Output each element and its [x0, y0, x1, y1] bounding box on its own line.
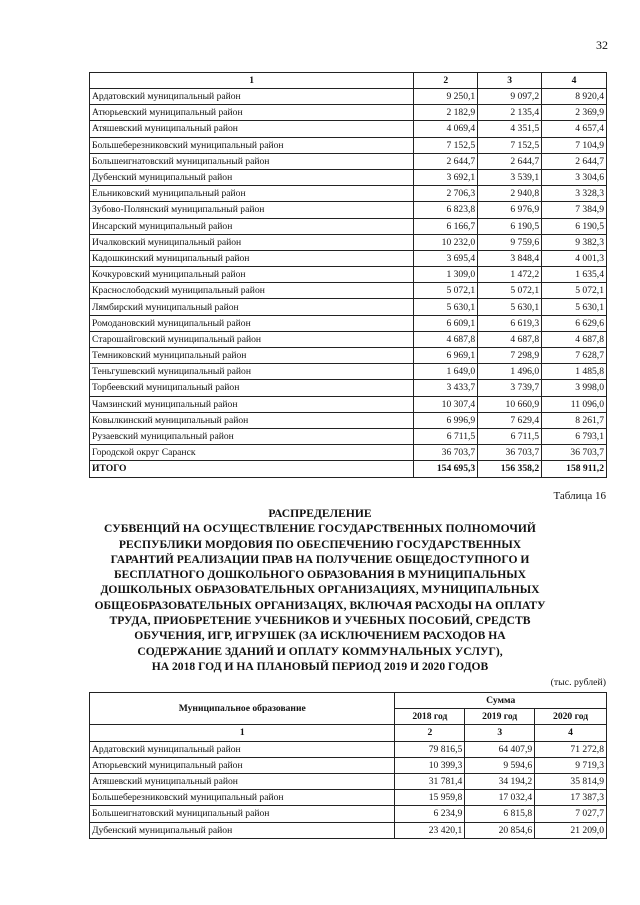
amount-cell: 8 261,7: [542, 412, 607, 428]
amount-cell: 2 644,7: [478, 153, 542, 169]
amount-cell: 17 387,3: [535, 790, 607, 806]
amount-cell: 4 687,8: [414, 331, 478, 347]
amount-cell: 9 759,6: [478, 234, 542, 250]
units-note: (тыс. рублей): [550, 677, 606, 688]
column-header-year: 2019 год: [465, 709, 535, 725]
table-row: [90, 137, 607, 153]
municipality-name: Большеберезниковский муниципальный район: [90, 137, 414, 153]
amount-cell: 23 420,1: [395, 822, 465, 838]
amount-cell: 10 232,0: [414, 234, 478, 250]
table-row: [90, 445, 607, 461]
amount-cell: 2 940,8: [478, 186, 542, 202]
municipality-name: Рузаевский муниципальный район: [90, 428, 414, 444]
amount-cell: 36 703,7: [478, 445, 542, 461]
amount-cell: 1 485,8: [542, 364, 607, 380]
table-header-row: [90, 693, 607, 709]
amount-cell: 5 630,1: [478, 299, 542, 315]
amount-cell: 2 706,3: [414, 186, 478, 202]
table-row: [90, 267, 607, 283]
amount-cell: 9 719,3: [535, 757, 607, 773]
amount-cell: 6 190,5: [478, 218, 542, 234]
table-row: [90, 396, 607, 412]
heading-line: РЕСПУБЛИКИ МОРДОВИЯ ПО ОБЕСПЕЧЕНИЮ ГОСУДАРСТВЕННЫХ: [118, 537, 522, 551]
amount-cell: 7 298,9: [478, 348, 542, 364]
amount-cell: 4 069,4: [414, 121, 478, 137]
municipality-name: ИТОГО: [90, 461, 414, 477]
amount-cell: 9 250,1: [414, 89, 478, 105]
amount-cell: 1 309,0: [414, 267, 478, 283]
amount-cell: 6 793,1: [542, 428, 607, 444]
table-row: [90, 250, 607, 266]
municipality-name: Дубенский муниципальный район: [90, 169, 414, 185]
amount-cell: 2 135,4: [478, 105, 542, 121]
amount-cell: 154 695,3: [414, 461, 478, 477]
municipality-name: Большеберезниковский муниципальный район: [90, 790, 395, 806]
municipality-name: Ельниковский муниципальный район: [90, 186, 414, 202]
table-row: [90, 364, 607, 380]
municipality-name: Кадошкинский муниципальный район: [90, 250, 414, 266]
amount-cell: 34 194,2: [465, 773, 535, 789]
amount-cell: 3 695,4: [414, 250, 478, 266]
table-row: [90, 153, 607, 169]
column-header-year: 2020 год: [535, 709, 607, 725]
amount-cell: 4 351,5: [478, 121, 542, 137]
amount-cell: 7 628,7: [542, 348, 607, 364]
amount-cell: 7 152,5: [414, 137, 478, 153]
amount-cell: 10 660,9: [478, 396, 542, 412]
table-row: [90, 757, 607, 773]
amount-cell: 10 399,3: [395, 757, 465, 773]
municipality-name: Ардатовский муниципальный район: [90, 741, 395, 757]
table-row: [90, 806, 607, 822]
table-row: [90, 89, 607, 105]
amount-cell: 2 369,9: [542, 105, 607, 121]
amount-cell: 6 609,1: [414, 315, 478, 331]
table-row: [90, 121, 607, 137]
amount-cell: 17 032,4: [465, 790, 535, 806]
amount-cell: 15 959,8: [395, 790, 465, 806]
amount-cell: 36 703,7: [414, 445, 478, 461]
amount-cell: 3 692,1: [414, 169, 478, 185]
page-number: 32: [596, 38, 608, 52]
municipality-name: Торбеевский муниципальный район: [90, 380, 414, 396]
municipality-name: Атюрьевский муниципальный район: [90, 757, 395, 773]
column-number: 1: [90, 73, 414, 89]
amount-cell: 3 433,7: [414, 380, 478, 396]
column-number: 1: [90, 725, 395, 741]
municipality-name: Теньгушевский муниципальный район: [90, 364, 414, 380]
municipality-name: Атяшевский муниципальный район: [90, 773, 395, 789]
amount-cell: 64 407,9: [465, 741, 535, 757]
amount-cell: 3 539,1: [478, 169, 542, 185]
amount-cell: 31 781,4: [395, 773, 465, 789]
municipality-name: Атюрьевский муниципальный район: [90, 105, 414, 121]
amount-cell: 1 496,0: [478, 364, 542, 380]
amount-cell: 2 644,7: [542, 153, 607, 169]
table-row: [90, 105, 607, 121]
heading-line: НА 2018 ГОД И НА ПЛАНОВЫЙ ПЕРИОД 2019 И 2020 ГОДОВ: [151, 659, 489, 673]
amount-cell: 4 687,8: [478, 331, 542, 347]
amount-cell: 9 594,6: [465, 757, 535, 773]
amount-cell: 9 382,3: [542, 234, 607, 250]
amount-cell: 6 969,1: [414, 348, 478, 364]
amount-cell: 3 739,7: [478, 380, 542, 396]
column-number: 3: [478, 73, 542, 89]
amount-cell: 158 911,2: [542, 461, 607, 477]
municipality-name: Большеигнатовский муниципальный район: [90, 806, 395, 822]
amount-cell: 79 816,5: [395, 741, 465, 757]
heading-line: СУБВЕНЦИЙ НА ОСУЩЕСТВЛЕНИЕ ГОСУДАРСТВЕННЫХ ПОЛНОМОЧИЙ: [104, 522, 536, 536]
column-header-sum: Сумма: [395, 693, 607, 709]
amount-cell: 10 307,4: [414, 396, 478, 412]
amount-cell: 35 814,9: [535, 773, 607, 789]
table-row: [90, 741, 607, 757]
amount-cell: 5 072,1: [542, 283, 607, 299]
table-row: [90, 822, 607, 838]
table-row: [90, 790, 607, 806]
amount-cell: 156 358,2: [478, 461, 542, 477]
amount-cell: 6 234,9: [395, 806, 465, 822]
column-header-municipality: Муниципальное образование: [90, 693, 395, 725]
municipality-name: Старошайговский муниципальный район: [90, 331, 414, 347]
amount-cell: 8 920,4: [542, 89, 607, 105]
table-preschool-subsidies: [89, 692, 607, 839]
column-header-year: 2018 год: [395, 709, 465, 725]
table-column-numbers: [90, 73, 607, 89]
table-label: Таблица 16: [553, 490, 606, 502]
heading-line: ГАРАНТИЙ РЕАЛИЗАЦИИ ПРАВ НА ПОЛУЧЕНИЕ ОБЩЕДОСТУПНОГО И: [110, 552, 530, 566]
table-row: [90, 169, 607, 185]
amount-cell: 7 027,7: [535, 806, 607, 822]
table-row: [90, 773, 607, 789]
amount-cell: 9 097,2: [478, 89, 542, 105]
table-row: [90, 299, 607, 315]
amount-cell: 4 687,8: [542, 331, 607, 347]
amount-cell: 6 166,7: [414, 218, 478, 234]
municipality-name: Кочкуровский муниципальный район: [90, 267, 414, 283]
table-row: [90, 428, 607, 444]
table-row: [90, 412, 607, 428]
amount-cell: 21 209,0: [535, 822, 607, 838]
amount-cell: 3 998,0: [542, 380, 607, 396]
municipality-name: Городской округ Саранск: [90, 445, 414, 461]
municipality-name: Чамзинский муниципальный район: [90, 396, 414, 412]
table-row: [90, 234, 607, 250]
table-row: [90, 348, 607, 364]
amount-cell: 4 657,4: [542, 121, 607, 137]
amount-cell: 2 182,9: [414, 105, 478, 121]
amount-cell: 6 190,5: [542, 218, 607, 234]
municipality-name: Ромодановский муниципальный район: [90, 315, 414, 331]
column-number: 2: [395, 725, 465, 741]
table-column-numbers: [90, 725, 607, 741]
column-number: 4: [535, 725, 607, 741]
municipality-name: Ичалковский муниципальный район: [90, 234, 414, 250]
heading-line: ОБЩЕОБРАЗОВАТЕЛЬНЫХ ОРГАНИЗАЦЯХ, ВКЛЮЧАЯ РАСХОДЫ НА ОПЛАТУ: [94, 598, 546, 612]
column-number: 2: [414, 73, 478, 89]
amount-cell: 36 703,7: [542, 445, 607, 461]
amount-cell: 20 854,6: [465, 822, 535, 838]
table-row: [90, 202, 607, 218]
amount-cell: 7 629,4: [478, 412, 542, 428]
amount-cell: 6 711,5: [478, 428, 542, 444]
municipality-name: Атяшевский муниципальный район: [90, 121, 414, 137]
municipality-name: Большеигнатовский муниципальный район: [90, 153, 414, 169]
table-row: [90, 283, 607, 299]
amount-cell: 5 072,1: [414, 283, 478, 299]
amount-cell: 5 072,1: [478, 283, 542, 299]
amount-cell: 3 848,4: [478, 250, 542, 266]
amount-cell: 6 823,8: [414, 202, 478, 218]
amount-cell: 6 711,5: [414, 428, 478, 444]
municipality-name: Ардатовский муниципальный район: [90, 89, 414, 105]
heading-line: ДОШКОЛЬНЫХ ОБРАЗОВАТЕЛЬНЫХ ОРГАНИЗАЦИЯХ, МУНИЦИПАЛЬНЫХ: [100, 583, 540, 597]
amount-cell: 71 272,8: [535, 741, 607, 757]
amount-cell: 1 649,0: [414, 364, 478, 380]
heading-line: СОДЕРЖАНИЕ ЗДАНИЙ И ОПЛАТУ КОММУНАЛЬНЫХ УСЛУГ),: [137, 644, 503, 658]
amount-cell: 7 384,9: [542, 202, 607, 218]
amount-cell: 11 096,0: [542, 396, 607, 412]
table-row: [90, 186, 607, 202]
amount-cell: 3 328,3: [542, 186, 607, 202]
amount-cell: 6 629,6: [542, 315, 607, 331]
amount-cell: 6 976,9: [478, 202, 542, 218]
amount-cell: 4 001,3: [542, 250, 607, 266]
heading-line: ТРУДА, ПРИОБРЕТЕНИЕ УЧЕБНИКОВ И УЧЕБНЫХ ПОСОБИЙ, СРЕДСТВ: [109, 614, 531, 628]
amount-cell: 3 304,6: [542, 169, 607, 185]
column-number: 4: [542, 73, 607, 89]
amount-cell: 6 619,3: [478, 315, 542, 331]
amount-cell: 6 815,8: [465, 806, 535, 822]
amount-cell: 5 630,1: [414, 299, 478, 315]
amount-cell: 1 472,2: [478, 267, 542, 283]
municipality-name: Лямбирский муниципальный район: [90, 299, 414, 315]
table-subsidies-continued: [89, 72, 607, 478]
amount-cell: 5 630,1: [542, 299, 607, 315]
table-row: [90, 380, 607, 396]
amount-cell: 7 152,5: [478, 137, 542, 153]
table-total-row: [90, 461, 607, 477]
amount-cell: 2 644,7: [414, 153, 478, 169]
heading-line: ОБУЧЕНИЯ, ИГР, ИГРУШЕК (ЗА ИСКЛЮЧЕНИЕМ РАСХОДОВ НА: [134, 629, 506, 643]
amount-cell: 1 635,4: [542, 267, 607, 283]
heading-title: РАСПРЕДЕЛЕНИЕ: [268, 507, 372, 520]
section-heading: [80, 506, 560, 674]
column-number: 3: [465, 725, 535, 741]
table-row: [90, 331, 607, 347]
municipality-name: Ковылкинский муниципальный район: [90, 412, 414, 428]
municipality-name: Темниковский муниципальный район: [90, 348, 414, 364]
municipality-name: Краснослободский муниципальный район: [90, 283, 414, 299]
amount-cell: 6 996,9: [414, 412, 478, 428]
table-row: [90, 315, 607, 331]
heading-line: БЕСПЛАТНОГО ДОШКОЛЬНОГО ОБРАЗОВАНИЯ В МУНИЦИПАЛЬНЫХ: [114, 568, 526, 582]
municipality-name: Зубово-Полянский муниципальный район: [90, 202, 414, 218]
municipality-name: Инсарский муниципальный район: [90, 218, 414, 234]
amount-cell: 7 104,9: [542, 137, 607, 153]
municipality-name: Дубенский муниципальный район: [90, 822, 395, 838]
table-row: [90, 218, 607, 234]
